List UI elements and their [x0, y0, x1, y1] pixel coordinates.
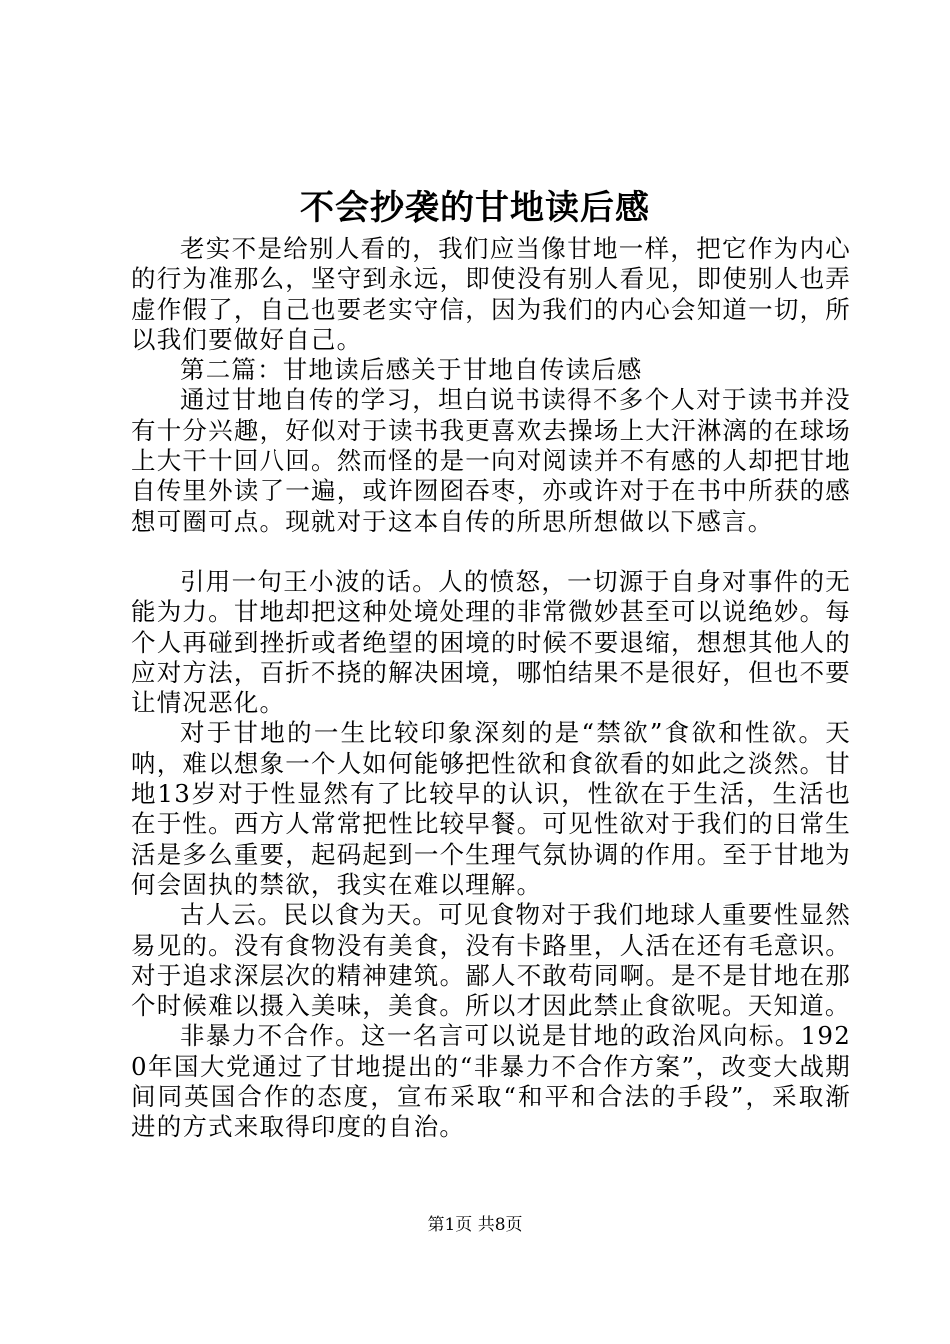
- section-heading: 第二篇：甘地读后感关于甘地自传读后感: [180, 355, 643, 385]
- document-body: [131, 234, 851, 1143]
- paragraph: 通过甘地自传的学习，坦白说书读得不多个人对于读书并没有十分兴趣，好似对于读书我更喜欢去操场上大汗淋漓的在球场上大干十回八回。然而怪的是一向对阅读并不有感的人却把甘地自传里外读了一遍，或许囫囵吞枣，亦或许对于在书中所获的感想可圈可点。现就对于这本自传的所思所想做以下感言。: [131, 385, 851, 536]
- paragraph: 引用一句王小波的话。人的愤怒，一切源于自身对事件的无能为力。甘地却把这种处境处理的非常微妙甚至可以说绝妙。每个人再碰到挫折或者绝望的困境的时候不要退缩，想想其他人的应对方法，百折不挠的解决困境，哪怕结果不是很好，但也不要让情况恶化。: [131, 566, 851, 718]
- paragraph-gap: [131, 537, 851, 567]
- document-title: 不会抄袭的甘地读后感: [300, 188, 650, 228]
- paragraph: 对于甘地的一生比较印象深刻的是“禁欲”食欲和性欲。天呐，难以想象一个人如何能够把性欲和食欲看的如此之淡然。甘地13岁对于性显然有了比较早的认识，性欲在于生活，生活也在于性。西方人常常把性比较早餐。可见性欲对于我们的日常生活是多么重要，起码起到一个生理气氛协调的作用。至于甘地为何会固执的禁欲，我实在难以理解。: [131, 718, 851, 899]
- paragraph: 老实不是给别人看的，我们应当像甘地一样，把它作为内心的行为准那么，坚守到永远，即使没有别人看见，即使别人也弄虚作假了，自己也要老实守信，因为我们的内心会知道一切，所以我们要做好自己。: [131, 234, 851, 354]
- paragraph: 非暴力不合作。这一名言可以说是甘地的政治风向标。1920年国大党通过了甘地提出的“非暴力不合作方案”，改变大战期间同英国合作的态度，宣布采取“和平和合法的手段”，采取渐进的方式来取得印度的自治。: [131, 1021, 851, 1142]
- paragraph: 古人云。民以食为天。可见食物对于我们地球人重要性显然易见的。没有食物没有美食，没有卡路里，人活在还有毛意识。对于追求深层次的精神建筑。鄙人不敢苟同啊。是不是甘地在那个时候难以摄入美味，美食。所以才因此禁止食欲呢。天知道。: [131, 900, 851, 1021]
- page-footer: 第1页 共8页: [427, 1215, 523, 1235]
